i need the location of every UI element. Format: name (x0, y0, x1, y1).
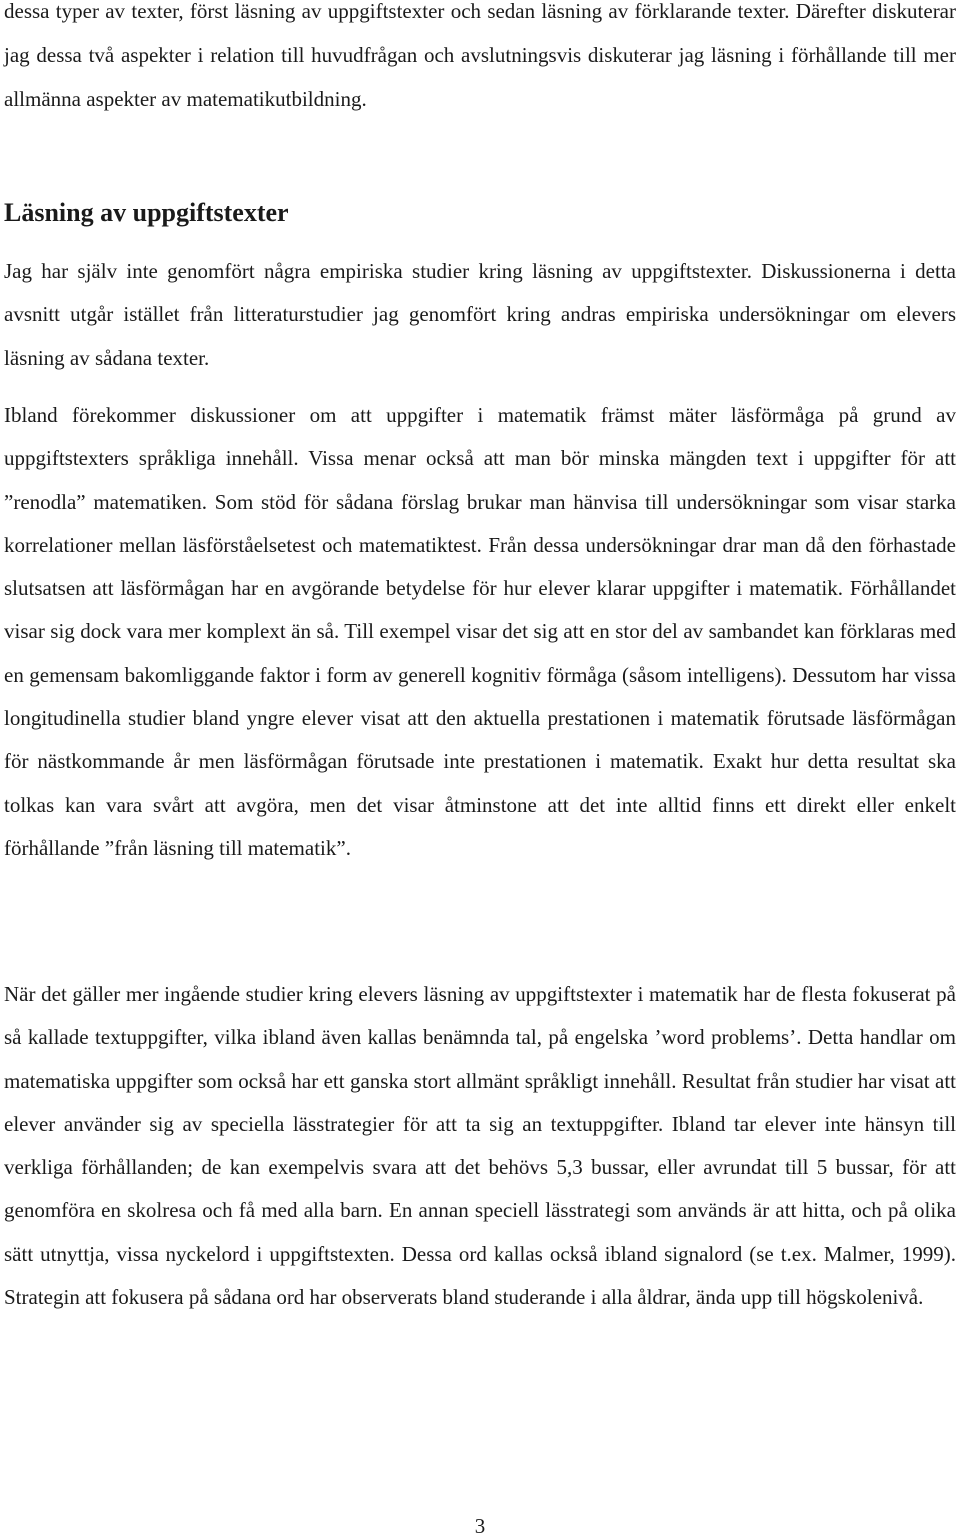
intro-paragraph: dessa typer av texter, först läsning av uppgiftstexter och sedan läsning av förklarande texter. Därefter diskuterar jag dessa två aspekter i relation till huvudfrågan och avslutningsvis diskuterar jag läsning i förhållande till mer allmänna aspekter av matematikutbildning. (4, 0, 956, 111)
page-number: 3 (474, 1514, 486, 1538)
section-heading: Läsning av uppgiftstexter (4, 198, 289, 227)
body-paragraph-3: När det gäller mer ingående studier kring elevers läsning av uppgiftstexter i matematik har de flesta fokuserat på så kallade textuppgifter, vilka ibland även kallas benämnda tal, på engelska ’word problems’. Detta handlar om matematiska uppgifter som också har ett ganska stort allmänt språkligt innehåll. Resultat från studier har visat att elever använder sig av speciella lässtrategier för att ta sig an textuppgifter. Ibland tar elever inte hänsyn till verkliga förhållanden; de kan exempelvis svara att det behövs 5,3 bussar, eller avrundat till 5 bussar, för att genomföra en skolresa och få med alla barn. En annan speciell lässtrategi som används är att hitta, och på olika sätt utnyttja, vissa nyckelord i uppgiftstexten. Dessa ord kallas också ibland signalord (se t.ex. Malmer, 1999). Strategin att fokusera på sådana ord har observerats bland studerande i alla åldrar, ända upp till högskolenivå. (4, 982, 956, 1310)
document-page (4, 0, 956, 1310)
body-paragraph-1: Jag har själv inte genomfört några empiriska studier kring läsning av uppgiftstexter. Diskussionerna i detta avsnitt utgår istället från litteraturstudier jag genomfört kring andras empiriska undersökningar om elevers läsning av sådana texter. (4, 259, 956, 370)
body-paragraph-2: Ibland förekommer diskussioner om att uppgifter i matematik främst mäter läsförmåga på grund av uppgiftstexters språkliga innehåll. Vissa menar också att man bör minska mängden text i uppgifter för att ”renodla” matematiken. Som stöd för sådana förslag brukar man hänvisa till undersökningar som visar starka korrelationer mellan läsförståelsetest och matematiktest. Från dessa undersökningar drar man då den förhastade slutsatsen att läsförmågan har en avgörande betydelse för hur elever klarar uppgifter i matematik. Förhållandet visar sig dock vara mer komplext än så. Till exempel visar det sig att en stor del av sambandet kan förklaras med en gemensam bakomliggande faktor i form av generell kognitiv förmåga (såsom intelligens). Dessutom har vissa longitudinella studier bland yngre elever visat att den aktuella prestationen i matematik förutsade läsförmågan för nästkommande år men läsförmågan förutsade inte prestationen i matematik. Exakt hur detta resultat ska tolkas kan vara svårt att avgöra, men det visar åtminstone att det inte alltid finns ett direkt eller enkelt förhållande ”från läsning till matematik”. (4, 403, 956, 860)
